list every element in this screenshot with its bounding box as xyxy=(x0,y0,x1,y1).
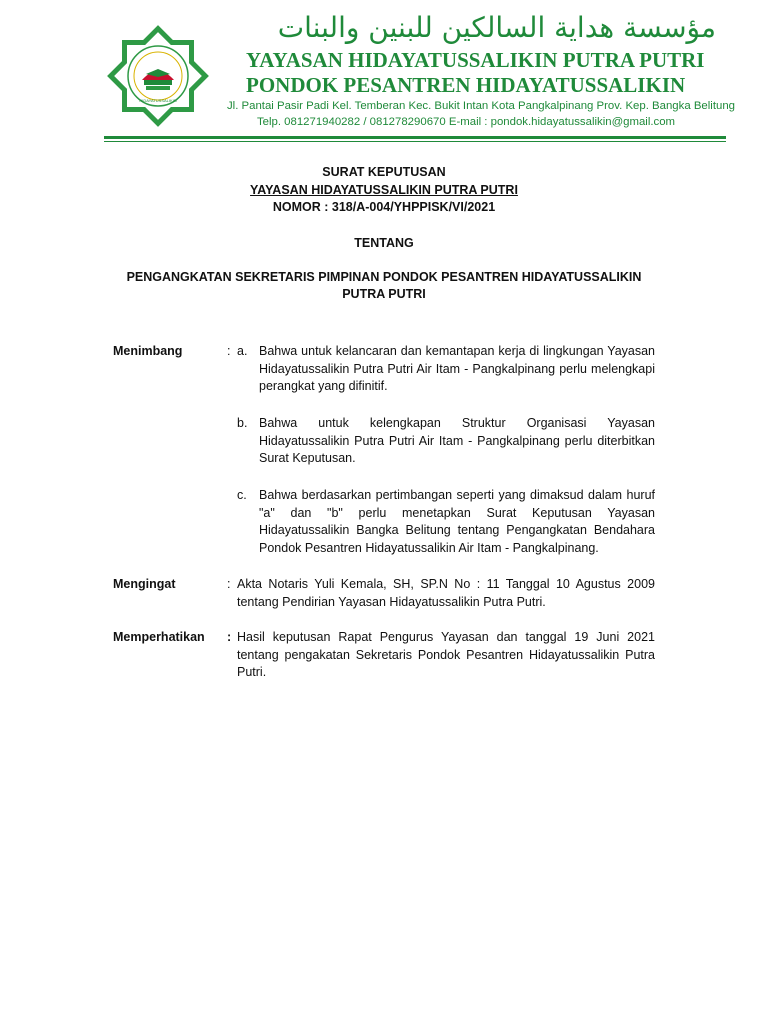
mengingat-line: Akta Notaris Yuli Kemala, SH, SP.N No : 11 Tanggal 10 Agustus 2009 xyxy=(237,577,655,591)
org-address: Jl. Pantai Pasir Padi Kel. Temberan Kec. Bukit Intan Kota Pangkalpinang Prov. Kep. Bangka Belitung xyxy=(226,100,736,112)
decree-number: NOMOR : 318/A-004/YHPPISK/VI/2021 xyxy=(272,200,496,214)
title-about: TENTANG xyxy=(354,236,414,250)
item-b-line: Hidayatussalikin Putra Putri Air Itam - Pangkalpinang perlu diterbitkan xyxy=(259,433,655,448)
foundation-logo xyxy=(104,22,212,130)
mengingat-colon: : xyxy=(227,577,231,591)
header-rule-thick xyxy=(104,136,726,139)
item-b-letter: b. xyxy=(237,416,248,430)
menimbang-colon: : xyxy=(227,344,231,358)
header-rule-thin xyxy=(104,141,726,142)
mengingat-text xyxy=(237,576,655,611)
title-line1: SURAT KEPUTUSAN xyxy=(322,165,446,179)
org-contact: Telp. 081271940282 / 081278290670 E-mail : pondok.hidayatussalikin@gmail.com xyxy=(256,116,676,128)
memperhatikan-text xyxy=(237,629,655,682)
logo-caption: HIDAYATUSSALIKIN xyxy=(139,98,177,103)
logo-star-icon xyxy=(107,25,209,127)
item-b-line: Surat Keputusan. xyxy=(259,451,356,465)
item-c-line: "a" dan "b" perlu menetapkan Surat Keputusan Yayasan xyxy=(259,505,655,520)
mengingat-label: Mengingat xyxy=(113,577,176,591)
menimbang-label: Menimbang xyxy=(113,344,183,358)
item-c-letter: c. xyxy=(237,488,247,502)
item-c-line: Hidayatussalikin Bangka Belitung tentang Pengangkatan Bendahara xyxy=(259,523,655,537)
memperhatikan-colon: : xyxy=(227,630,232,644)
org-name-line1: YAYASAN HIDAYATUSSALIKIN PUTRA PUTRI xyxy=(246,48,705,72)
title-line2: YAYASAN HIDAYATUSSALIKIN PUTRA PUTRI xyxy=(250,183,518,197)
item-a-line: Bahwa untuk kelancaran dan kemantapan kerja di lingkungan Yayasan xyxy=(259,344,655,358)
item-a-text xyxy=(259,343,655,396)
item-b-text xyxy=(259,415,655,468)
subject-line2: PUTRA PUTRI xyxy=(342,287,426,301)
org-name-line2: PONDOK PESANTREN HIDAYATUSSALIKIN xyxy=(246,73,686,97)
item-c-text xyxy=(259,487,655,557)
memperhatikan-line: Putri. xyxy=(237,665,267,679)
memperhatikan-label: Memperhatikan xyxy=(113,630,205,644)
mengingat-line: tentang Pendirian Yayasan Hidayatussalikin Putra Putri. xyxy=(237,594,546,609)
arabic-org-name: مؤسسة هداية السالكين للبنين والبنات xyxy=(277,11,716,44)
item-c-line: Pondok Pesantren Hidayatussalikin Air Itam - Pangkalpinang. xyxy=(259,540,599,555)
item-a-line: perangkat yang difinitif. xyxy=(259,379,388,393)
item-a-letter: a. xyxy=(237,344,248,358)
subject-line1: PENGANGKATAN SEKRETARIS PIMPINAN PONDOK PESANTREN HIDAYATUSSALIKIN xyxy=(126,270,642,284)
item-c-line: Bahwa berdasarkan pertimbangan seperti yang dimaksud dalam huruf xyxy=(259,488,655,502)
item-b-line: Bahwa untuk kelengkapan Struktur Organisasi Yayasan xyxy=(259,416,655,430)
memperhatikan-line: Hasil keputusan Rapat Pengurus Yayasan dan tanggal 19 Juni 2021 xyxy=(237,630,655,644)
memperhatikan-line: tentang pengakatan Sekretaris Pondok Pesantren Hidayatussalikin Putra xyxy=(237,647,655,662)
item-a-line: Hidayatussalikin Putra Putri Air Itam - Pangkalpinang perlu melengkapi xyxy=(259,361,655,376)
